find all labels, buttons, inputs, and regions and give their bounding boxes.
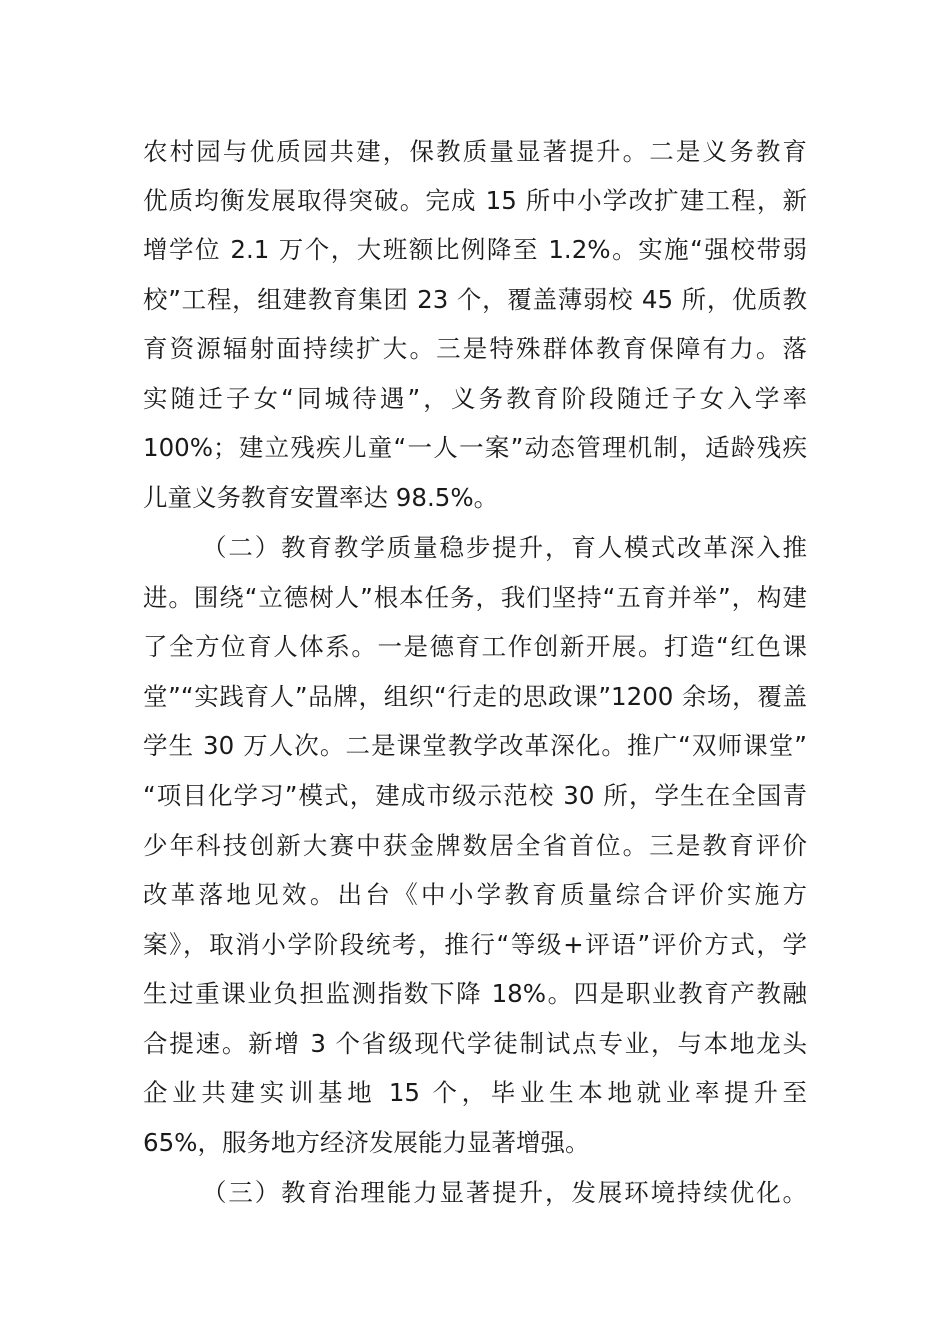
text-line: 实随迁子女“同城待遇”，义务教育阶段随迁子女入学率 [143,384,807,413]
text-line: “项目化学习”模式，建成市级示范校 30 所，学生在全国青 [143,781,807,810]
text-line: 案》，取消小学阶段统考，推行“等级+评语”评价方式，学 [143,930,807,959]
text-line: 100%；建立残疾儿童“一人一案”动态管理机制，适龄残疾 [143,433,807,462]
text-line: 农村园与优质园共建，保教质量显著提升。二是义务教育 [143,137,807,166]
text-line: 了全方位育人体系。一是德育工作创新开展。打造“红色课 [143,632,807,661]
text-line: 65%，服务地方经济发展能力显著增强。 [143,1128,590,1157]
text-line: 生过重课业负担监测指数下降 18%。四是职业教育产教融 [143,979,807,1008]
text-line: 儿童义务教育安置率达 98.5%。 [143,483,499,512]
text-line: 校”工程，组建教育集团 23 个，覆盖薄弱校 45 所，优质教 [143,285,807,314]
section-heading-3: （三）教育治理能力显著提升，发展环境持续优化。 [202,1178,807,1207]
text-line: 优质均衡发展取得突破。完成 15 所中小学改扩建工程，新 [143,186,807,215]
text-line: 改革落地见效。出台《中小学教育质量综合评价实施方 [143,880,807,909]
text-line: 学生 30 万人次。二是课堂教学改革深化。推广“双师课堂” [143,731,807,760]
text-line: 合提速。新增 3 个省级现代学徒制试点专业，与本地龙头 [143,1029,807,1058]
text-line: 育资源辐射面持续扩大。三是特殊群体教育保障有力。落 [143,334,807,363]
text-line: 进。围绕“立德树人”根本任务，我们坚持“五育并举”，构建 [143,583,807,612]
text-line: 堂”“实践育人”品牌，组织“行走的思政课”1200 余场，覆盖 [143,682,807,711]
text-line: 少年科技创新大赛中获金牌数居全省首位。三是教育评价 [143,831,807,860]
text-line: 企业共建实训基地 15 个，毕业生本地就业率提升至 [143,1078,807,1107]
text-line: 增学位 2.1 万个，大班额比例降至 1.2%。实施“强校带弱 [143,235,807,264]
section-heading-2: （二）教育教学质量稳步提升，育人模式改革深入推 [202,533,807,562]
